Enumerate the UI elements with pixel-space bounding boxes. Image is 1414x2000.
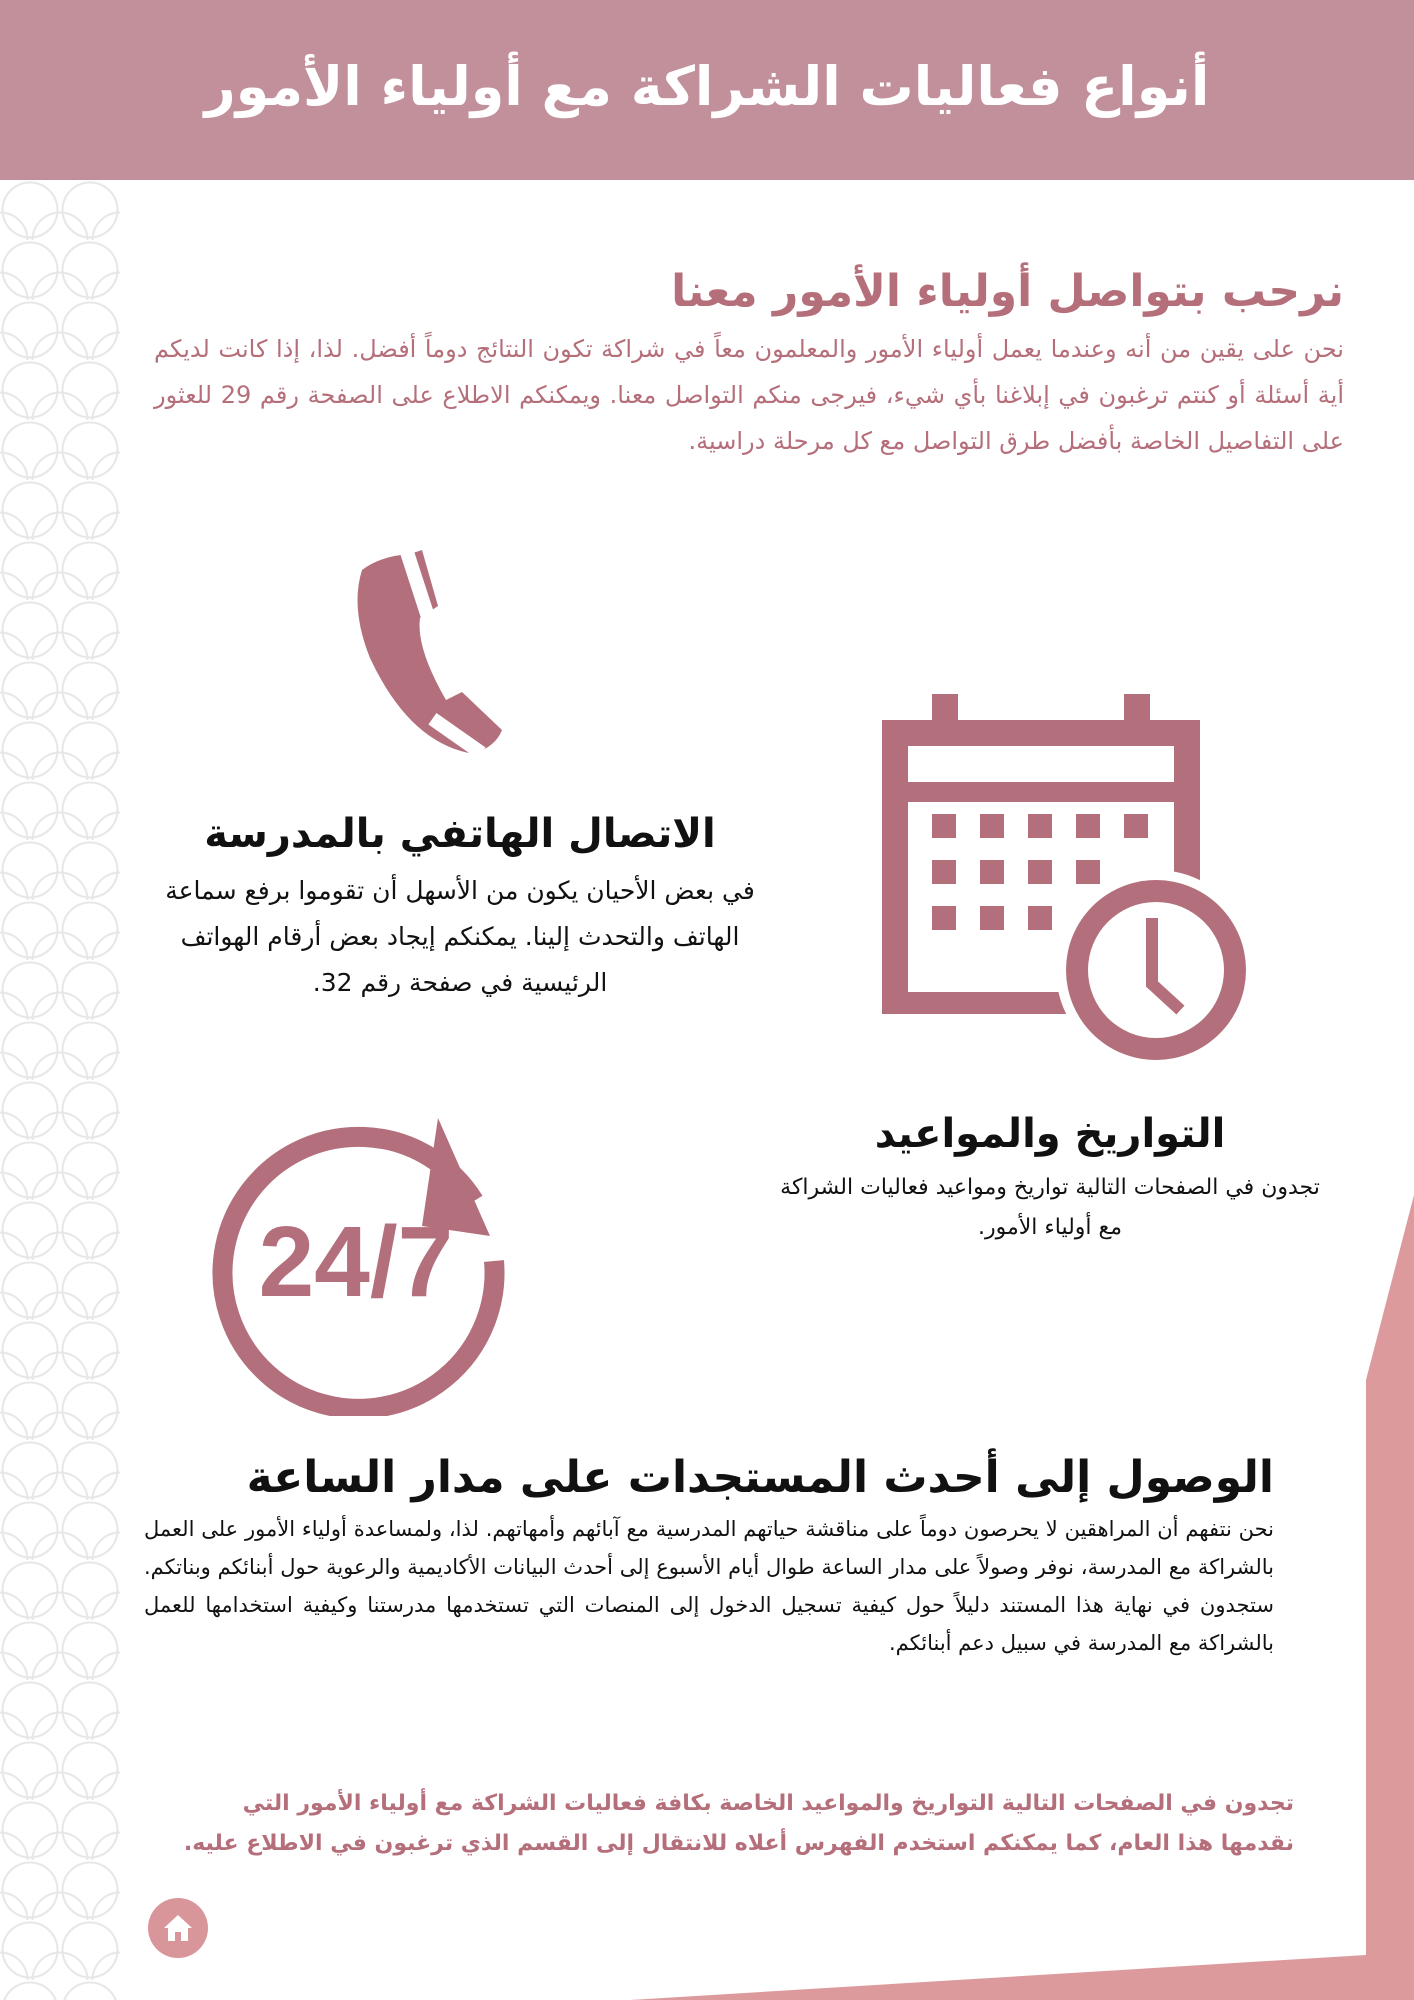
phone-section-title: الاتصال الهاتفي بالمدرسة xyxy=(204,811,716,857)
footer-note: تجدون في الصفحات التالية التواريخ والمواعيد الخاصة بكافة فعاليات الشراكة مع أولياء الأمور التي نقدمها هذا العام، كما يمكنكم استخدم الفهرس أعلاه للانتقال إلى القسم الذي ترغبون في الاطلاع عليه. xyxy=(183,1791,1294,1856)
dates-section-text: تجدون في الصفحات التالية تواريخ ومواعيد فعاليات الشراكة مع أولياء الأمور. xyxy=(780,1175,1320,1240)
dates-section-title: التواريخ والمواعيد xyxy=(874,1111,1226,1157)
calendar-clock-icon xyxy=(882,692,1262,1072)
access-section-text: نحن نتفهم أن المراهقين لا يحرصون دوماً على مناقشة حياتهم المدرسية مع آبائهم وأمهاتهم. لذا، ولمساعدة أولياء الأمور على العمل بالشراكة مع المدرسة، نوفر وصولاً على مدار الساعة طوال أيام الأسبوع إلى أحدث البيانات الأكاديمية والرعوية حول أبنائكم وبناتكم. ستجدون في نهاية هذا المستند دليلاً حول كيفية تسجيل الدخول إلى المنصات التي تستخدمها مدرستنا وكيفية استخدامها للعمل بالشراكة مع المدرسة في سبيل دعم أبنائكم. xyxy=(144,1517,1274,1655)
page-header xyxy=(0,0,1414,180)
phone-section-text: في بعض الأحيان يكون من الأسهل أن تقوموا برفع سماعة الهاتف والتحدث إلينا. يمكنكم إيجاد بعض أرقام الهواتف الرئيسية في صفحة رقم 32. xyxy=(165,876,755,997)
intro-heading: نرحب بتواصل أولياء الأمور معنا xyxy=(671,266,1344,317)
home-icon xyxy=(162,1913,194,1943)
page-title: أنواع فعاليات الشراكة مع أولياء الأمور xyxy=(204,55,1210,118)
access-section-title: الوصول إلى أحدث المستجدات على مدار الساعة xyxy=(246,1452,1274,1503)
24-7-label: 24/7 xyxy=(258,1206,454,1318)
home-button[interactable] xyxy=(148,1898,208,1958)
phone-icon xyxy=(350,548,510,762)
intro-text: نحن على يقين من أنه وعندما يعمل أولياء الأمور والمعلمون معاً في شراكة تكون النتائج دوماً أفضل. لذا، إذا كانت لديكم أية أسئلة أو كنتم ترغبون في إبلاغنا بأي شيء، فيرجى منكم التواصل معنا. ويمكنكم الاطلاع على الصفحة رقم 29 للعثور على التفاصيل الخاصة بأفضل طرق التواصل مع كل مرحلة دراسية. xyxy=(154,335,1345,455)
24-7-icon xyxy=(204,1106,514,1420)
